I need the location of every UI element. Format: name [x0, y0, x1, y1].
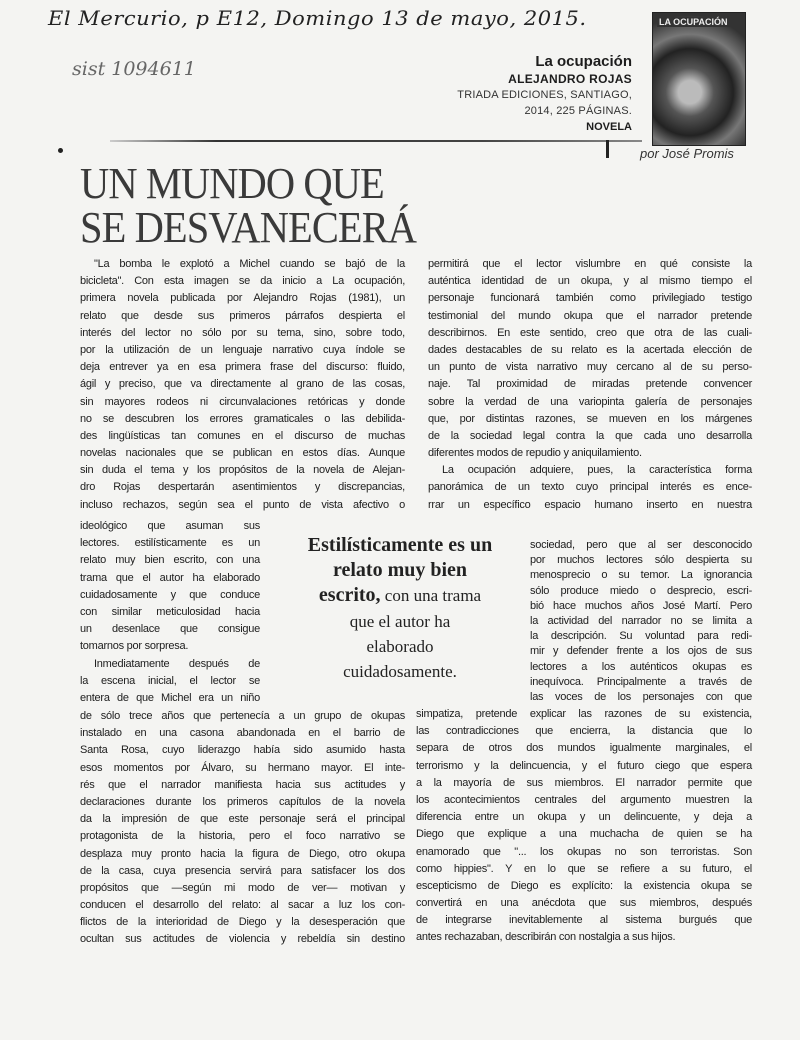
article-text-line: permitirá que el lector vislumbre en qué consiste la [428, 258, 752, 270]
article-text-line: desplaza muy pronto hacia la figura de Diego, otro okupa [80, 847, 405, 860]
article-text-line: sin mayores rodeos ni circunvalaciones retóricas y donde [80, 395, 405, 408]
article-text-line: antes rechazaban, describirán con nostalgia a sus hijos. [416, 931, 676, 944]
pull-quote-line: relato muy bien [332, 559, 468, 581]
book-author: ALEJANDRO ROJAS [508, 72, 632, 86]
byline-divider [606, 140, 609, 158]
article-text-line: conducen el desarrollo del relato: al sacar a luz los con- [80, 899, 405, 912]
article-text-line: como hippies". Y en lo que se refiere a su futuro, el [416, 862, 752, 875]
article-text-line: sobre la verdad de una variopinta galería de personajes [428, 395, 752, 408]
article-text-line: diferencia entre un okupa y un delincuente, y deja a [416, 811, 752, 824]
article-text-line: con similar meticulosidad hacia [80, 605, 260, 618]
article-text-line: un punto de vista narrativo muy cercano al de su perso- [428, 361, 752, 374]
handwritten-archive-number: sist 1094611 [72, 58, 196, 80]
article-text-line: por la utilización de un lenguaje narrativo cuya índole se [80, 343, 405, 356]
article-text-line: ideológico que asuman sus [80, 520, 260, 532]
article-text-line: relato que desde sus primeros párrafos despierta el [80, 309, 405, 322]
right-column-narrow [530, 538, 752, 705]
article-text-line: menosprecio o su temor. La ignorancia [530, 569, 752, 582]
article-text-line: panorámica de un texto cuyo principal interés es ence- [428, 481, 752, 494]
article-text-line: de la casa, cuya presencia servirá para satisfacer los dos [80, 864, 405, 877]
pull-quote-line: que el autor ha [349, 612, 451, 631]
article-text-line: naje. Tal proximidad de miradas pretende convencer [428, 378, 752, 391]
pull-quote-line: elaborado [366, 637, 434, 656]
article-text-line: primera novela publicada por Alejandro Rojas (1981), un [80, 292, 405, 305]
article-text-line: sociedad, pero que al ser desconocido [530, 539, 752, 551]
article-text-line: a la mayoría de sus miembros. El narrador permite que [416, 776, 752, 789]
article-text-line: separa de otros dos mundos igualmente marginales, el [416, 742, 752, 755]
article-text-line: bió hace muchos años José Martí. Pero [530, 599, 752, 612]
right-column-top [428, 256, 752, 514]
pull-quote-text: con una trama [380, 586, 482, 605]
left-column-bottom [80, 708, 405, 949]
article-text-line: rés que el narrador manifiesta hacia sus actitudes y [80, 778, 405, 791]
article-text-line: escepticismo de Diego es explícito: la existencia okupa se [416, 879, 752, 892]
headline [80, 159, 417, 252]
article-text-line: los acontecimientos centrales del argumento muestren la [416, 793, 752, 806]
article-text-line: Diego que explique a una muchacha de quien se ha [416, 828, 752, 841]
article-text-line: flictos de la interioridad de Diego y la desesperación que [80, 916, 405, 929]
article-text-line: Inmediatamente después de [94, 657, 260, 670]
article-text-line: interés del lector no sólo por su tema, sino, sobre todo, [80, 326, 405, 339]
article-text-line: lectores. estilísticamente es un [80, 537, 260, 550]
article-text-line: incluso rechazos, según sea el punto de vista afectivo o [80, 498, 405, 511]
headline-line-1: UN MUNDO QUE [80, 159, 384, 208]
article-text-line: rrar un específico espacio humano inserto en nuestra [428, 498, 752, 511]
article-text-line: La ocupación adquiere, pues, la característica forma [442, 464, 752, 477]
pull-quote-bold: escrito, [318, 584, 381, 606]
article-text-line: sólo produce miedo o desprecio, escri- [530, 584, 752, 597]
article-text-line: lectores a los auténticos okupas es [530, 660, 752, 673]
book-cover-image [652, 12, 746, 146]
article-text-line: personaje funcionará también como privilegiado testigo [428, 292, 752, 305]
header-divider [110, 140, 642, 142]
article-text-line: ocultan sus actitudes de violencia y rebeldía sin destino [80, 933, 405, 946]
book-year-pages: 2014, 225 PÁGINAS. [524, 105, 632, 117]
article-text-line: de la sociedad legal contra la que cada uno desarrolla [428, 429, 752, 442]
pull-quote-line: Estilísticamente es un [307, 534, 493, 556]
article-text-line: no se descubren los errores gramaticales o las debilida- [80, 412, 405, 425]
article-text-line: propósitos que —según mi modo de ver— motivan y [80, 881, 405, 894]
article-text-line: sin duda el tema y los propósitos de la novela de Alejan- [80, 464, 405, 477]
article-text-line: entera de que Michel era un niño [80, 691, 260, 704]
article-text-line: que, por distintas razones, se mueven en los márgenes [428, 412, 752, 425]
article-text-line: bicicleta". Con esta imagen se da inicio a La ocupación, [80, 275, 405, 288]
right-column-bottom [416, 706, 752, 947]
article-text-line: describirnos. En este sentido, creo que otra de las cuali- [428, 326, 752, 339]
pull-quote-line: cuidadosamente. [343, 662, 457, 681]
article-text-line: por muchos lectores sólo despierta su [530, 554, 752, 567]
cover-title: LA OCUPACIÓN [659, 17, 728, 27]
article-text-line: declaraciones durante los primeros capítulos de la novela [80, 795, 405, 808]
article-text-line: mir y defender frente a los ojos de sus [530, 645, 752, 658]
article-text-line: auténtica identidad de un okupa, y al mismo tiempo el [428, 275, 752, 288]
article-text-line: Santa Rosa, cuyo liderazgo había sido asumido hasta [80, 744, 405, 757]
byline: por José Promis [640, 146, 734, 161]
article-text-line: dro Rojas despertarán asentimientos y discrepancias, [80, 481, 405, 494]
handwritten-source-note: El Mercurio, p E12, Domingo 13 de mayo, 2015. [48, 6, 587, 30]
article-text-line: convertirá en una anécdota que sus miembros, después [416, 897, 752, 910]
article-text-line: de sólo trece años que pertenecía a un grupo de okupas [80, 710, 405, 722]
article-text-line: terrorismo y la delincuencia, y el futuro ciego que espera [416, 759, 752, 772]
article-text-line: un desenlace que consigue [80, 623, 260, 636]
article-text-line: la escena inicial, el lector se [80, 674, 260, 687]
pull-quote [272, 533, 528, 684]
article-text-line: protagonista de la historia, pero el foco narrativo se [80, 830, 405, 843]
article-text-line: des lingüísticas tan comunes en el discurso de muchas [80, 429, 405, 442]
book-genre: NOVELA [586, 121, 632, 133]
article-text-line: enamorado que "... los okupas no son terroristas. Son [416, 845, 752, 858]
article-text-line: da la impresión de que este personaje será el principal [80, 813, 405, 826]
article-text-line: las contradicciones que encierra, la distancia que lo [416, 725, 752, 738]
article-text-line: inequívoca. Principalmente a través de [530, 675, 752, 688]
article-text-line: relato muy bien escrito, con una [80, 554, 260, 567]
article-text-line: testimonial del mundo okupa que el narrador pretende [428, 309, 752, 322]
article-text-line: diferentes modos de repudio y aniquilamiento. [428, 447, 642, 460]
article-text-line: la actividad del narrador no se limita a [530, 614, 752, 627]
article-text-line: dades destacables de su relato es la acertada elección de [428, 343, 752, 356]
article-text-line: esos momentos por Álvaro, su hermano mayor. El inte- [80, 761, 405, 774]
article-text-line: las voces de los personajes con que [530, 690, 752, 703]
left-column-top [80, 256, 405, 514]
article-text-line: "La bomba le explotó a Michel cuando se bajó de la [94, 258, 405, 270]
bullet-mark [58, 148, 63, 153]
article-text-line: trama que el autor ha elaborado [80, 571, 260, 584]
article-text-line: cuidadosamente y que conduce [80, 588, 260, 601]
book-title: La ocupación [535, 53, 632, 70]
article-text-line: ágil y preciso, que va directamente al grano de las cosas, [80, 378, 405, 391]
article-text-line: la descripción. Su voluntad para redi- [530, 630, 752, 643]
article-text-line: tomarnos por sorpresa. [80, 640, 189, 653]
article-text-line: instalado en una casona abandonada en el barrio de [80, 727, 405, 740]
article-text-line: deja entrever ya en esa primera frase del discurso: fluido, [80, 361, 405, 374]
headline-line-2: SE DESVANECERÁ [80, 203, 417, 252]
article-text-line: novelas nacionales que se publican en estos días. Aunque [80, 447, 405, 460]
article-text-line: simpatiza, pretende explicar las razones de su existencia, [416, 708, 752, 720]
book-publisher: TRIADA EDICIONES, SANTIAGO, [457, 89, 632, 101]
left-column-narrow [80, 518, 260, 707]
book-info [457, 52, 632, 135]
article-text-line: de integrarse inevitablemente al sistema burgués que [416, 914, 752, 927]
